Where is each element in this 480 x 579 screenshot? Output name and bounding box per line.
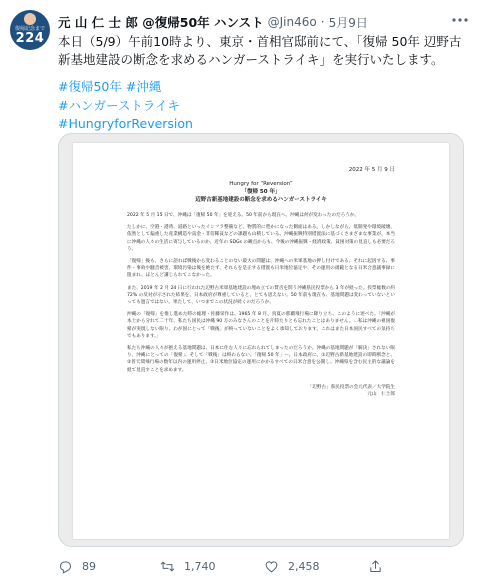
author-handle[interactable]: @Jin46o xyxy=(267,15,317,29)
document-date: 2022 年 5 月 9 日 xyxy=(348,167,395,173)
document-paragraph: 沖縄の「復帰」を推し進めた時の総理・佐藤栄作は、1965 年 8 月、真夏の那覇飛行場に降り立ち、このように述べた。「沖縄が本土から分れて二十年、私たち国民は沖縄 90 万のみなさんのことを片時たりとも忘れたことはありません。…私は沖縄の祖国復帰が実現しない限り、わが国にとって「戦後」が終っていないことをよく承知しております。これはまた日本国民すべての気持ちでもあります。」 xyxy=(127,312,395,339)
share-button[interactable] xyxy=(368,559,392,574)
tweet-actions xyxy=(58,556,468,576)
separator-dot: · xyxy=(320,15,325,29)
statement-document xyxy=(73,143,449,539)
tweet-image[interactable] xyxy=(58,133,464,547)
heart-icon xyxy=(264,559,279,574)
hashtag-line[interactable]: #復帰50年 #沖縄 xyxy=(58,79,162,94)
profile-face xyxy=(24,13,36,25)
more-dots-icon[interactable] xyxy=(450,10,470,30)
document-paragraph: たしかに、空港・港湾、道路といったインフラ整備など、物質的に豊かになった側面はある。しかしながら、低開発や環境破壊、依然として偏重した産業構造や貧金・非倍稀貧などの課題も山積している。沖縄振興特別措置法に基づくさまざまな事業が、本当に沖縄の人々の生活に寄与しているのか、近年の SDGs の観点からも、今後の沖縄振興・経済政策、貧困対策の見直しも必要だろう。 xyxy=(127,225,395,252)
document-paragraph: 2022 年 5 月 15 日で、沖縄は「復帰 50 年」を迎える。50 年前から現在へ、沖縄は何が変わったのだろうか。 xyxy=(127,213,360,218)
avatar-number: 224 xyxy=(15,31,45,46)
like-count: 2,458 xyxy=(288,559,320,573)
reply-icon xyxy=(58,559,73,574)
document-subtitle: 辺野古新基地建設の断念を求めるハンガーストライキ xyxy=(195,197,327,203)
tweet-header xyxy=(58,12,450,32)
hashtag-line[interactable]: #HungryforReversion xyxy=(58,116,193,131)
retweet-button[interactable] xyxy=(160,559,264,574)
retweet-icon xyxy=(160,559,175,574)
tweet-text: 本日（5/9）午前10時より、東京・首相官邸前にて、「復帰 50年 辺野古新基地建設の断念を求めるハンガーストライキ」を実行いたします。 xyxy=(58,34,462,67)
author-name[interactable]: 元 山 仁 士 郎 @復帰50年 ハンスト xyxy=(58,15,264,30)
hashtag-line[interactable]: #ハンガーストライキ xyxy=(58,97,180,113)
document-paragraph: また、2019 年 2 月 24 日に行われた辺野古米軍基地建設の埋め立ての賛否を問う沖縄県民投票から 3 年が経った。投票総数の約 72% の反対が示された結果を、日本政府が尊重していると、とても思えない。50 年前も現在も、基地問題は変わっていないといっても過言ではない。果たして、いつまでこの状況が続くのだろうか。 xyxy=(127,285,395,306)
retweet-count: 1,740 xyxy=(184,559,216,573)
document-paragraph: 「復帰」後も、さらに語れば戦後から変わることのない最大の問題は、沖縄への米軍基地の押し付けである。それに起因する、事件・事故や騒音被害、環境汚染は後を絶たず、それらを是正する措置も日米地位協定や、その運用の規範となる日米合意議事録に阻まれ、ほとんど講じられてこなかった。 xyxy=(127,259,395,279)
share-icon xyxy=(368,559,383,574)
reply-button[interactable] xyxy=(58,559,160,574)
like-button[interactable] xyxy=(264,559,368,574)
document-signature-name: 元山 仁士郎 xyxy=(367,392,395,398)
avatar[interactable] xyxy=(10,10,50,50)
document-paragraph: 私たち沖縄の人々が抱える基地問題は、日本に住む人々に忘れられてしまったのだろうか。沖縄の基地問題が「解決」されない限り、沖縄にとっての「復帰」、そして「戦後」は終わらない。「復帰 50 年」ー。日本政府に、①辺野古新基地建設の即時断念と、②普天間飛行場の数年以内の運用停止、③日米地位協定の運用にかかるすべての日米合意を公開し、沖縄県を含む民主的な議論を経て見直すことを求めます。 xyxy=(127,346,395,373)
document-signature-affiliation: 「辺野古」県民投票の会元代表／大学院生 xyxy=(307,384,395,390)
avatar-caption: 復帰記念まで xyxy=(14,26,45,32)
document-title: 「復帰 50 年」 xyxy=(241,189,281,195)
document-title-en: Hungry for “Reversion” xyxy=(229,181,293,187)
tweet-date[interactable]: 5月9日 xyxy=(328,15,368,30)
hashtags xyxy=(58,78,468,134)
reply-count: 89 xyxy=(82,559,96,573)
